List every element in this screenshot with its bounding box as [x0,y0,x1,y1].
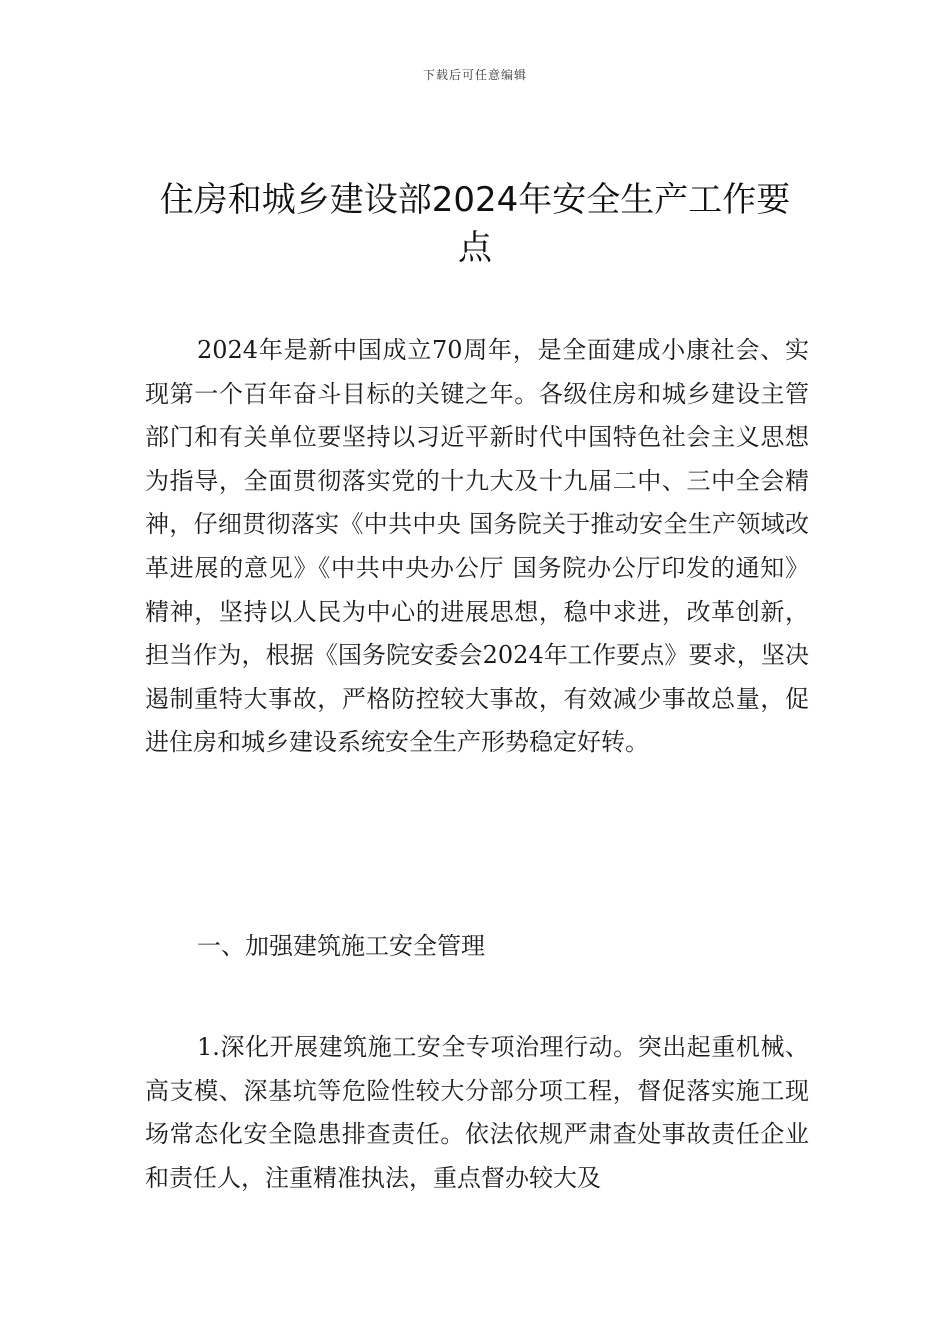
item-paragraph: 1.深化开展建筑施工安全专项治理行动。突出起重机械、高支模、深基坑等危险性较大分部分项工程，督促落实施工现场常态化安全隐患排查责任。依法依规严肃查处事故责任企业和责任人，注重精准执法，重点督办较大及 [145,1033,809,1192]
document-title: 住房和城乡建设部2024年安全生产工作要点 [159,180,791,268]
section-heading: 一、加强建筑施工安全管理 [197,932,485,960]
header-note: 下载后可任意编辑 [422,68,527,82]
intro-paragraph: 2024年是新中国成立70周年，是全面建成小康社会、实现第一个百年奋斗目标的关键之年。各级住房和城乡建设主管部门和有关单位要坚持以习近平新时代中国特色社会主义思想为指导，全面贯彻落实党的十九大及十九届二中、三中全会精神，仔细贯彻落实《中共中央 国务院关于推动安全生产领域改革进展的意见》《中共中央办公厅 国务院办公厅印发的通知》精神，坚持以人民为中心的进展思想，稳中求进，改革创新，担当作为，根据《国务院安委会2024年工作要点》要求，坚决遏制重特大事故，严格防控较大事故，有效减少事故总量，促进住房和城乡建设系统安全生产形势稳定好转。 [145,336,809,757]
